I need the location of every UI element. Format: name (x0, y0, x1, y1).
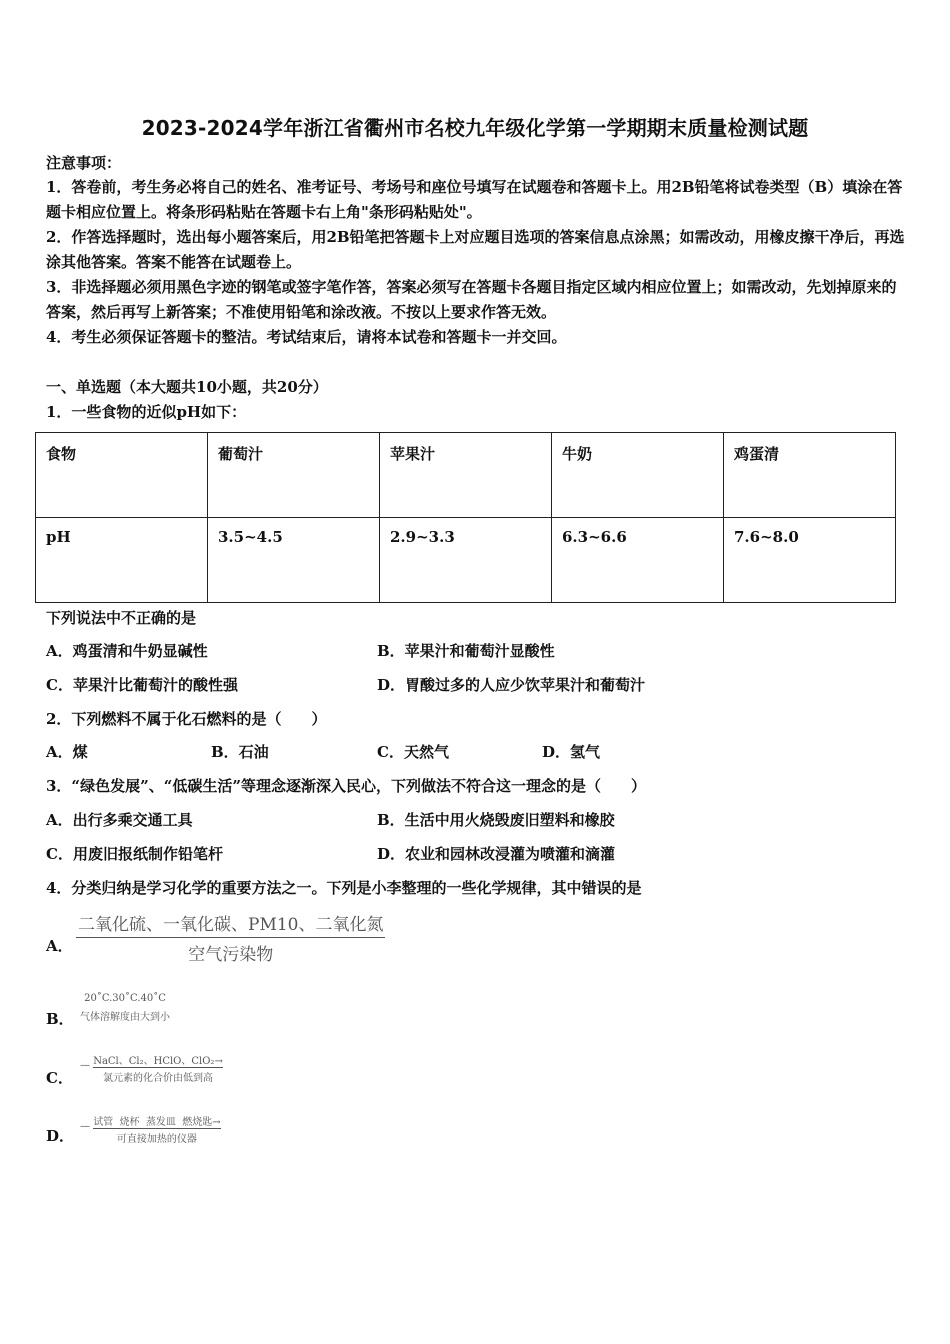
q4-stem: 4．分类归纳是学习化学的重要方法之一。下列是小李整理的一些化学规律，其中错误的是 (46, 879, 642, 897)
q3-option-b[interactable]: B．生活中用火烧毁废旧塑料和橡胶 (377, 811, 615, 829)
q1-option-a[interactable]: A．鸡蛋清和牛奶显碱性 (46, 642, 208, 660)
q1-option-b[interactable]: B．苹果汁和葡萄汁显酸性 (377, 642, 555, 660)
table-row (36, 518, 896, 603)
table-cell: 牛奶 (552, 433, 724, 518)
table-cell: 苹果汁 (380, 433, 552, 518)
q4-option-d-top: 试管 烧杯 蒸发皿 燃烧匙 (93, 1117, 213, 1128)
q2-option-a[interactable]: A．煤 (46, 743, 88, 761)
q1-question: 下列说法中不正确的是 (46, 609, 197, 627)
q3-option-d[interactable]: D．农业和园林改浸灌为喷灌和滴灌 (377, 845, 616, 863)
q2-option-b[interactable]: B．石油 (211, 743, 269, 761)
q4-option-c-top: NaCl、Cl₂、HClO、ClO₂ (93, 1056, 215, 1067)
notice-item-1: 1．答卷前，考生务必将自己的姓名、准考证号、考场号和座位号填写在试题卷和答题卡上。用2B铅笔将试卷类型（B）填涂在答题卡相应位置上。将条形码粘贴在答题卡右上角"条形码粘贴处"。 (46, 178, 903, 221)
q4-option-a-bottom: 空气污染物 (188, 945, 274, 965)
notice-heading: 注意事项： (46, 154, 122, 172)
table-cell: 食物 (36, 433, 208, 518)
q4-option-d-fraction: — 试管 烧杯 蒸发皿 燃烧匙→ 可直接加热的仪器 (80, 1117, 221, 1145)
table-header-row (36, 433, 896, 518)
q2-stem: 2．下列燃料不属于化石燃料的是（ ） (46, 710, 327, 728)
q4-option-b-label[interactable]: B． (46, 1010, 74, 1028)
q3-option-c[interactable]: C．用废旧报纸制作铅笔杆 (46, 845, 223, 863)
page-title: 2023-2024学年浙江省衢州市名校九年级化学第一学期期末质量检测试题 (141, 116, 809, 140)
notice-item-2: 2．作答选择题时，选出每小题答案后，用2B铅笔把答题卡上对应题目选项的答案信息点涂黑；如需改动，用橡皮擦干净后，再选涂其他答案。答案不能答在试题卷上。 (46, 228, 905, 271)
q1-option-d[interactable]: D．胃酸过多的人应少饮苹果汁和葡萄汁 (377, 676, 646, 694)
table-cell: 7.6~8.0 (724, 518, 896, 603)
ph-table (35, 432, 896, 603)
table-cell: 鸡蛋清 (724, 433, 896, 518)
q4-option-a-label[interactable]: A． (46, 937, 73, 955)
q4-option-b-fraction (80, 993, 170, 1023)
arrow-right-icon: → (212, 1117, 221, 1128)
q4-option-d-bottom: 可直接加热的仪器 (93, 1128, 220, 1145)
q4-option-b-top: 20˚C.30˚C.40˚C (84, 993, 166, 1004)
q2-option-d[interactable]: D．氢气 (542, 743, 601, 761)
table-cell: 2.9~3.3 (380, 518, 552, 603)
q1-option-c[interactable]: C．苹果汁比葡萄汁的酸性强 (46, 676, 238, 694)
table-cell: 6.3~6.6 (552, 518, 724, 603)
q2-option-c[interactable]: C．天然气 (377, 743, 449, 761)
q4-option-a-fraction (76, 910, 385, 965)
q4-option-d-label[interactable]: D． (46, 1127, 75, 1145)
section-heading: 一、单选题（本大题共10小题，共20分） (46, 378, 328, 396)
table-cell: pH (36, 518, 208, 603)
arrow-right-icon: → (214, 1056, 223, 1067)
notice-item-4: 4．考生必须保证答题卡的整洁。考试结束后，请将本试卷和答题卡一并交回。 (46, 328, 567, 346)
q4-option-c-bottom: 氯元素的化合价由低到高 (93, 1067, 223, 1084)
q1-stem: 1．一些食物的近似pH如下： (46, 403, 247, 421)
q4-option-b-bottom: 气体溶解度由大到小 (80, 1012, 170, 1023)
q4-option-c-fraction: — NaCl、Cl₂、HClO、ClO₂→ 氯元素的化合价由低到高 (80, 1056, 223, 1084)
table-cell: 葡萄汁 (208, 433, 380, 518)
q3-option-a[interactable]: A．出行多乘交通工具 (46, 811, 193, 829)
table-cell: 3.5~4.5 (208, 518, 380, 603)
notice-item-3: 3．非选择题必须用黑色字迹的钢笔或签字笔作答，答案必须写在答题卡各题目指定区域内相应位置上；如需改动，先划掉原来的答案，然后再写上新答案；不准使用铅笔和涂改液。不按以上要求作答无效。 (46, 278, 897, 321)
q4-option-a-top: 二氧化硫、一氧化碳、PM10、二氧化氮 (76, 910, 385, 938)
q3-stem: 3．“绿色发展”、“低碳生活”等理念逐渐深入民心，下列做法不符合这一理念的是（ ） (46, 777, 646, 795)
q4-option-c-label[interactable]: C． (46, 1069, 73, 1087)
